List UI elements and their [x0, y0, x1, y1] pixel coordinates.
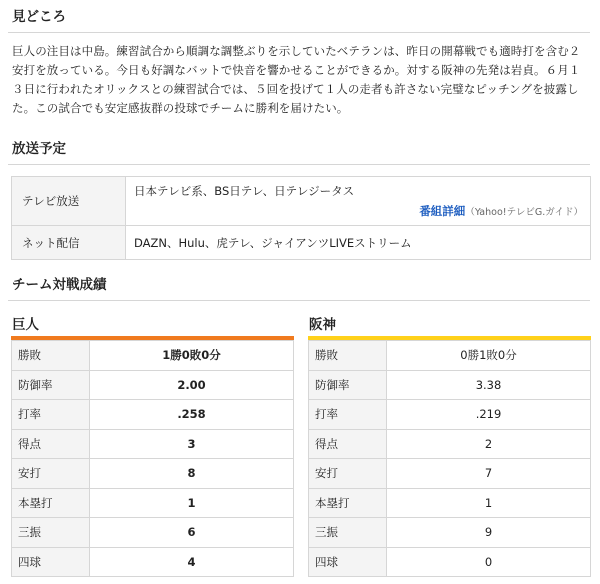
team-name: 巨人	[12, 317, 39, 333]
stat-row	[12, 400, 294, 430]
stat-value: 3.38	[387, 370, 591, 400]
tv-channels: 日本テレビ系、BS日テレ、日テレジータス	[134, 184, 355, 198]
stat-value: 2	[387, 429, 591, 459]
team-giants	[11, 314, 294, 577]
broadcast-table	[11, 176, 591, 260]
stat-value: 1勝0敗0分	[90, 341, 294, 371]
stat-value: 0勝1敗0分	[387, 341, 591, 371]
stat-value: 9	[387, 518, 591, 548]
stat-row	[12, 341, 294, 371]
stat-row	[309, 400, 591, 430]
program-detail-link[interactable]: 番組詳細	[419, 204, 466, 218]
tv-cell	[126, 177, 591, 226]
team-tigers	[308, 314, 591, 577]
broadcast-title: 放送予定	[8, 138, 590, 165]
highlights-text: 巨人の注目は中島。練習試合から順調な調整ぶりを示していたベテランは、昨日の開幕戦でも適時打を含む２安打を放っている。今日も好調なバットで快音を響かせることができるか。対する阪神の先発は岩貞。６月１３日に行われたオリックスとの練習試合では、５回を投げて１人の走者も許さない完璧なピッチングを披露した。この試合でも安定感抜群の投球でチームに勝利を届けたい。	[12, 44, 581, 115]
stat-label: 本塁打	[309, 488, 387, 518]
highlights-title: 見どころ	[8, 6, 590, 33]
net-row	[12, 226, 591, 260]
stat-label: 三振	[12, 518, 90, 548]
stat-value: 0	[387, 547, 591, 577]
stat-label: 本塁打	[12, 488, 90, 518]
team-name: 阪神	[309, 317, 336, 333]
stat-row	[12, 429, 294, 459]
stat-row	[12, 547, 294, 577]
tv-row	[12, 177, 591, 226]
stat-label: 安打	[12, 459, 90, 489]
tv-link-row	[134, 202, 589, 222]
stat-value: 4	[90, 547, 294, 577]
stat-row	[309, 370, 591, 400]
stat-label: 防御率	[309, 370, 387, 400]
stat-label: 得点	[309, 429, 387, 459]
stat-value: 3	[90, 429, 294, 459]
tv-guide-source: （Yahoo!テレビG.ガイド）	[465, 207, 583, 218]
stat-row	[309, 547, 591, 577]
team-stats-table	[308, 340, 591, 577]
stat-label: 三振	[309, 518, 387, 548]
stat-value: 8	[90, 459, 294, 489]
record-title: チーム対戦成績	[8, 274, 590, 301]
stat-label: 安打	[309, 459, 387, 489]
stat-label: 勝敗	[12, 341, 90, 371]
stat-value: 6	[90, 518, 294, 548]
stat-row	[309, 341, 591, 371]
net-label: ネット配信	[12, 226, 126, 260]
stat-value: .258	[90, 400, 294, 430]
stat-label: 打率	[12, 400, 90, 430]
stat-label: 得点	[12, 429, 90, 459]
stat-value: 2.00	[90, 370, 294, 400]
stat-row	[12, 459, 294, 489]
stat-row	[12, 370, 294, 400]
stat-value: 1	[387, 488, 591, 518]
stat-label: 防御率	[12, 370, 90, 400]
stat-label: 打率	[309, 400, 387, 430]
stat-row	[309, 429, 591, 459]
tv-label: テレビ放送	[12, 177, 126, 226]
stat-value: .219	[387, 400, 591, 430]
stat-row	[309, 518, 591, 548]
stat-value: 1	[90, 488, 294, 518]
team-stats-table	[11, 340, 294, 577]
stat-row	[12, 488, 294, 518]
stat-value: 7	[387, 459, 591, 489]
stat-label: 四球	[309, 547, 387, 577]
stat-row	[309, 488, 591, 518]
stat-label: 勝敗	[309, 341, 387, 371]
stat-row	[309, 459, 591, 489]
stat-row	[12, 518, 294, 548]
stat-label: 四球	[12, 547, 90, 577]
net-services: DAZN、Hulu、虎テレ、ジャイアンツLIVEストリーム	[126, 226, 591, 260]
